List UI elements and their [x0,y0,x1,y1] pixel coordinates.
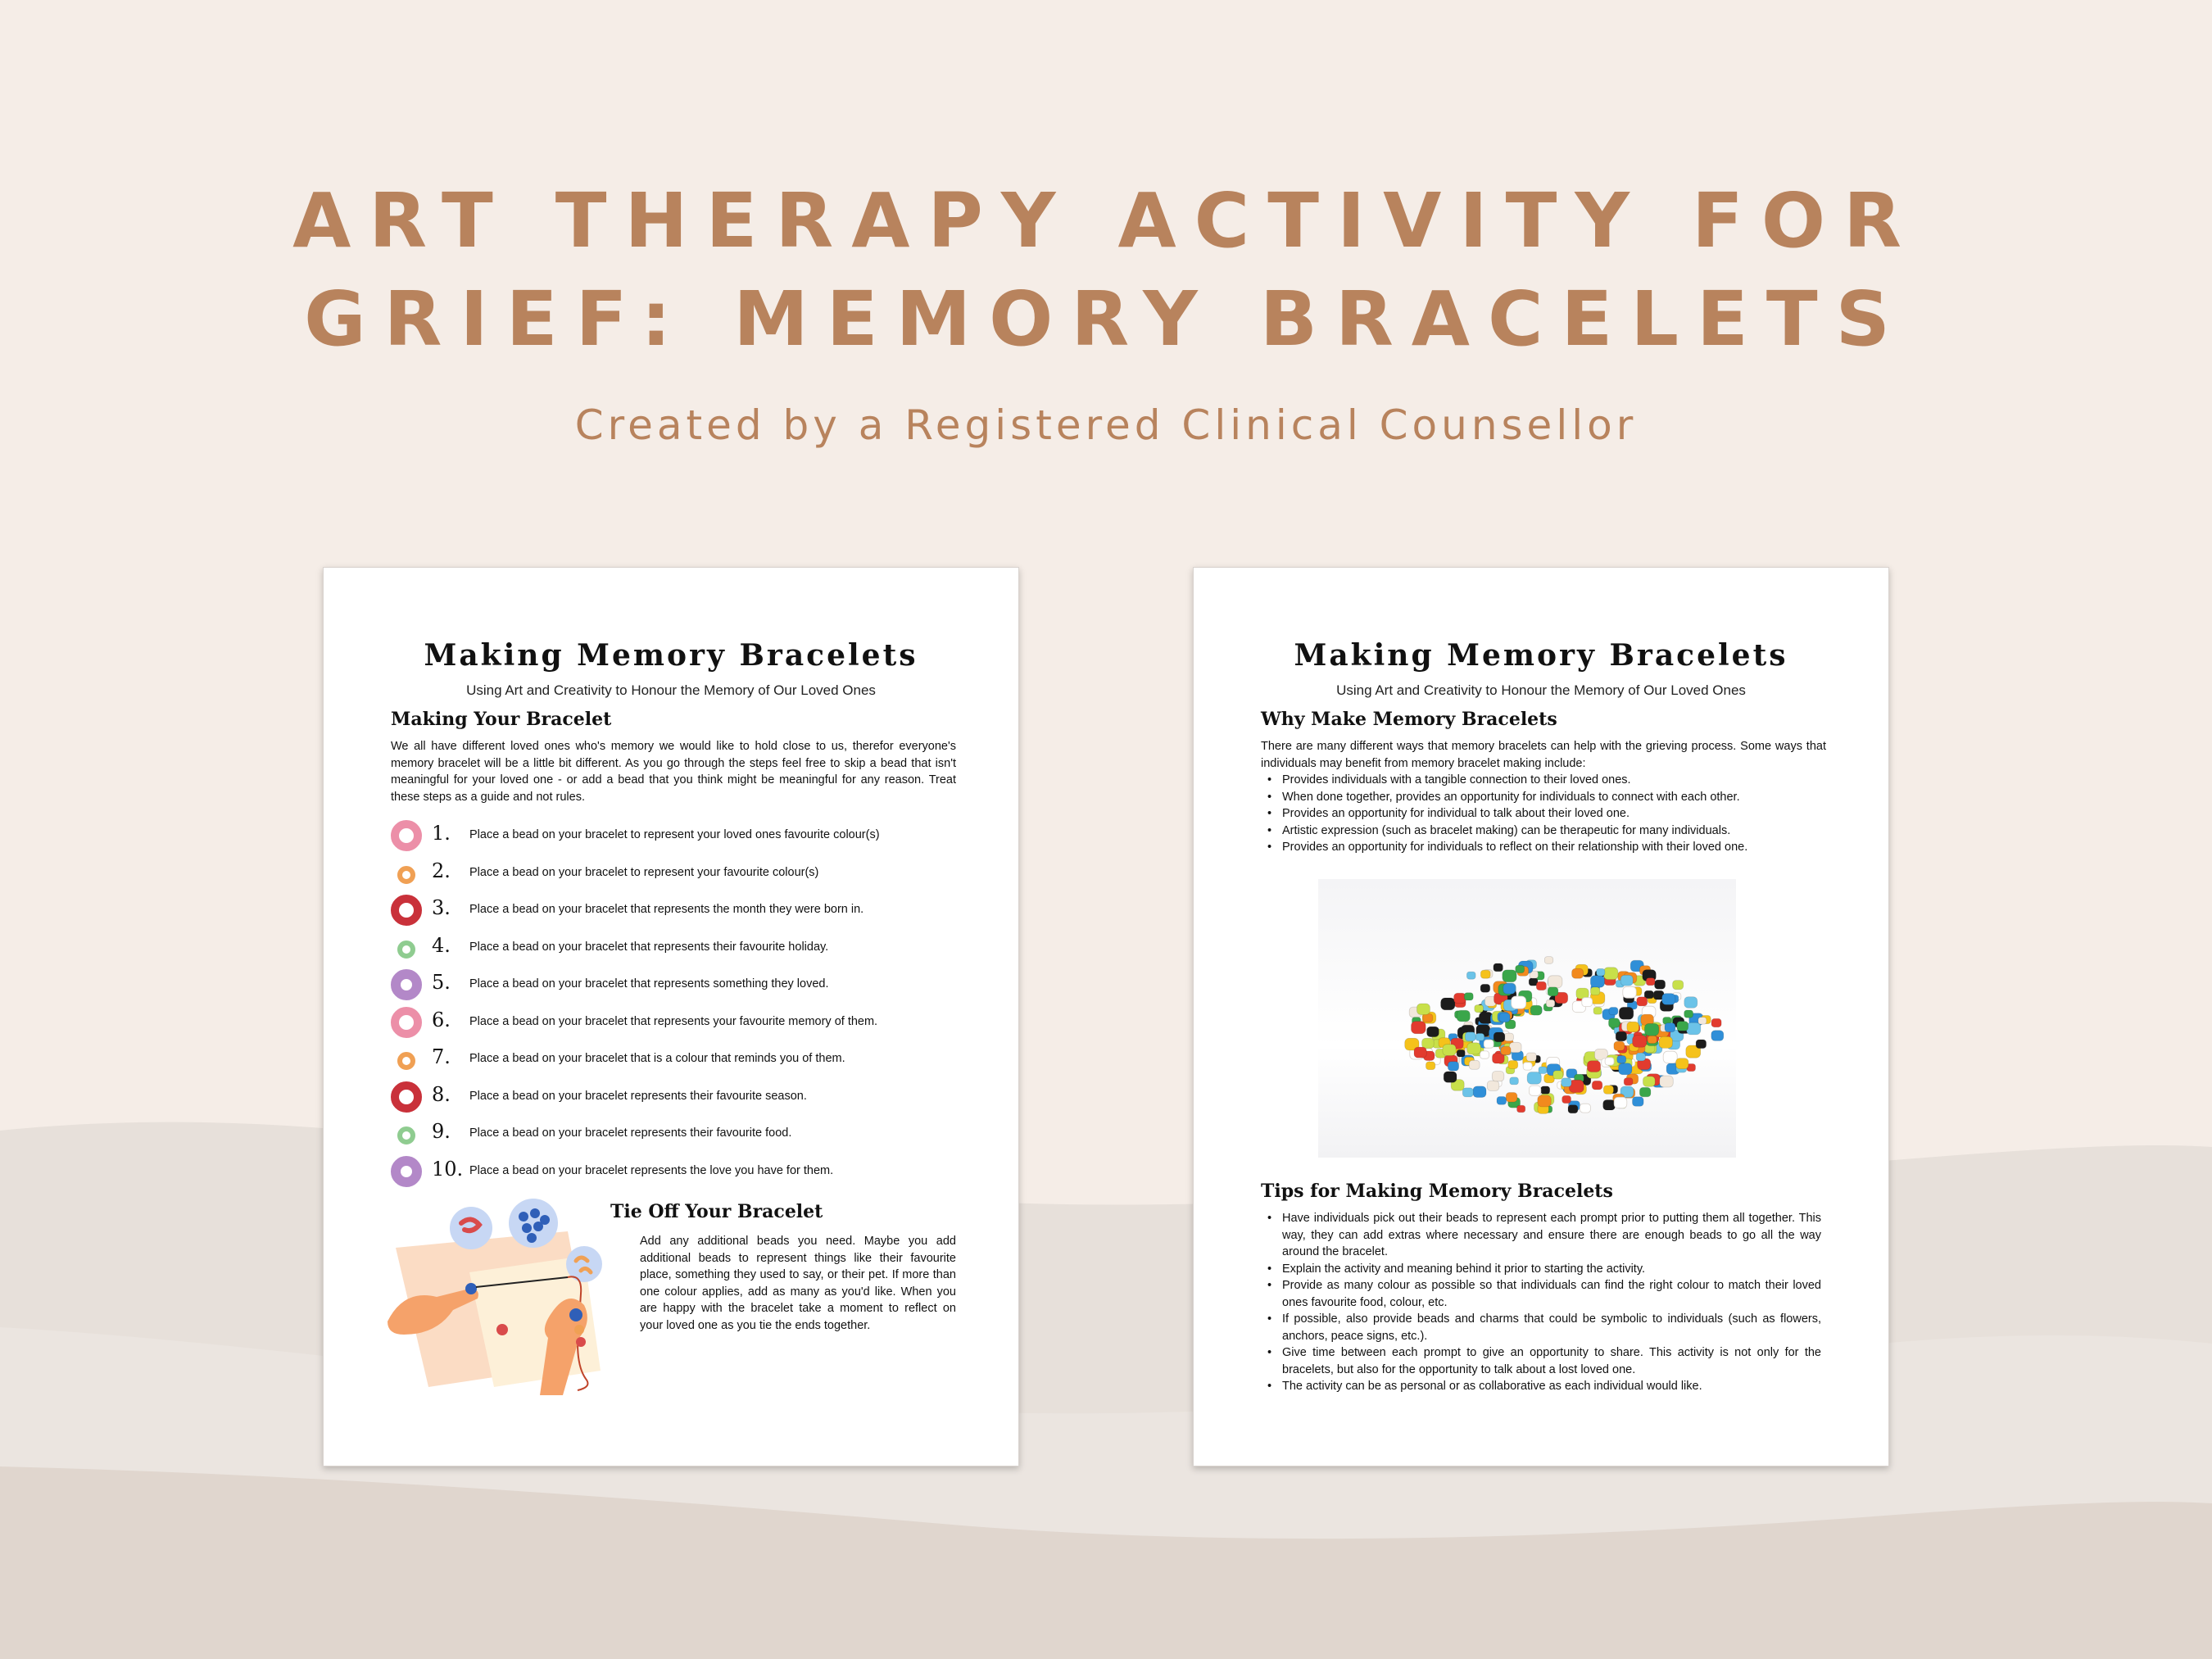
bead-shape [1587,1061,1600,1072]
bead-shape [1487,1081,1499,1090]
bead-shape [1469,1060,1480,1069]
bead-shape [1492,1072,1504,1081]
bead-purple-icon [391,1156,422,1187]
bead-shape [1627,1022,1639,1031]
step-number: 6. [432,1008,451,1031]
bead-shape [1497,1097,1507,1105]
bead-shape [1423,1014,1433,1022]
step-number: 10. [432,1157,464,1181]
step-item [391,1118,956,1156]
bead-shape [1523,1063,1532,1070]
bead-shape [1711,1018,1721,1027]
tips-list [1261,1210,1821,1395]
bead-shape [1590,976,1604,988]
bead-shape [1443,1045,1456,1056]
bead-shape [1529,1086,1540,1095]
bead-shape [1448,1062,1458,1071]
bead-shape [1684,1010,1693,1018]
section-title-tips: Tips for Making Memory Bracelets [1261,1181,1613,1202]
bead-shape [1614,1041,1625,1050]
section-title-making: Making Your Bracelet [391,709,612,730]
step-item [391,1044,956,1081]
bead-green-icon [397,1126,415,1145]
bead-shape [1582,998,1593,1007]
bead-shape [1466,972,1475,979]
section-text-making: We all have different loved ones who's memory we would like to hold close to us, therefor everyone's memory bracelet will be a little bit different. As you go through the steps feel free to skip a bead that isn't meaningful for your loved one - or add a bead that you think might be meaningful for any reason. Treat these steps as a guide and not rules. [391,740,956,804]
bead-shape [1457,1049,1465,1057]
bead-shape [1636,1053,1645,1061]
step-text: Place a bead on your bracelet represents their favourite food. [469,1126,792,1140]
bead-shape [1509,1042,1521,1053]
bead-shape [1619,1007,1634,1019]
bead-shape [1527,1072,1541,1085]
bead-shape [1465,1032,1475,1041]
bead-shape [1698,1018,1707,1025]
bead-shape [1603,1100,1616,1111]
bead-shape [1517,1105,1525,1113]
bead-shape [1526,1053,1536,1061]
step-number: 4. [432,933,451,957]
bead-shape [1536,981,1546,990]
benefit-item: • When done together, provides an opportunity for individuals to connect with each other. [1261,789,1826,806]
bead-shape [1603,1086,1613,1094]
bead-shape [1516,965,1525,972]
bead-shape [1417,1004,1430,1015]
bead-shape [1609,1008,1618,1015]
step-item [391,895,956,932]
bead-shape [1619,1063,1632,1075]
step-item [391,820,956,858]
bead-shape [1548,987,1558,996]
bead-bracelets-image [1318,879,1736,1158]
bead-shape [1426,1062,1435,1070]
bead-shape [1444,1072,1457,1082]
bead-shape [1467,1043,1481,1054]
bead-shape [1655,980,1666,989]
bead-shape [1568,1105,1578,1113]
bead-shape [1503,984,1516,995]
bead-green-icon [397,941,415,959]
bead-purple-icon [391,969,422,1000]
section-intro-why: There are many different ways that memory bracelets can help with the grieving process. Some ways that individuals may benefit from memory bracelet making include: [1261,740,1826,770]
bead-shape [1660,1076,1674,1087]
step-number: 9. [432,1120,451,1143]
step-item [391,1081,956,1119]
benefit-item: • Provides an opportunity for individuals to reflect on their relationship with their loved one. [1261,839,1826,856]
section-text-tie-off: Add any additional beads you need. Maybe you add additional beads to represent things like their favourite place, something they used to say, or their pet. If more than one colour applies, add as many as you'd like. When you are happy with the bracelet take a moment to reflect on your loved one as you tie the ends together. [640,1235,956,1332]
bead-shape [1541,1086,1550,1094]
bead-shape [1684,997,1698,1009]
headline-line-2: GRIEF: MEMORY BRACELETS [304,275,1908,363]
bead-shape [1562,1078,1571,1087]
bead-shape [1494,1032,1505,1042]
bead-shape [1662,994,1675,1005]
bead-shape [1593,1007,1602,1014]
step-text: Place a bead on your bracelet that is a colour that reminds you of them. [469,1052,845,1065]
page-title: Making Memory Bracelets [424,638,918,673]
page-subtitle: Using Art and Creativity to Honour the Memory of Our Loved Ones [1336,682,1746,698]
step-text: Place a bead on your bracelet represents the love you have for them. [469,1163,834,1177]
step-number: 5. [432,971,451,994]
bead-shape [1643,1077,1656,1087]
bead-shape [1414,1047,1426,1058]
step-number: 1. [432,822,451,845]
bead-shape [1614,1097,1627,1108]
step-number: 7. [432,1045,451,1068]
bead-orange-icon [397,866,415,884]
tip-item: • Explain the activity and meaning behind it prior to starting the activity. [1261,1261,1821,1278]
bead-shape [1673,981,1684,990]
bead-shape [1494,963,1503,972]
worksheet-page-right [1193,567,1889,1466]
section-title-why: Why Make Memory Bracelets [1261,709,1557,730]
bead-shape [1605,1058,1614,1065]
bead-shape [1659,1036,1673,1048]
step-text: Place a bead on your bracelet that represents something they loved. [469,977,829,990]
page-subtitle: Using Art and Creativity to Honour the Memory of Our Loved Ones [466,682,876,698]
bead-shape [1475,1033,1484,1040]
step-item [391,1156,956,1194]
bead-shape [1644,1023,1658,1036]
step-item [391,1007,956,1045]
bead-shape [1504,1033,1513,1041]
bead-shape [1480,970,1490,978]
benefit-item: • Provides an opportunity for individual to talk about their loved one. [1261,805,1826,823]
hands-threading-beads-illustration [379,1199,633,1403]
step-number: 3. [432,896,451,919]
bead-shape [1503,970,1516,982]
bead-shape [1663,1051,1677,1063]
bead-shape [1711,1031,1724,1041]
bead-shape [1696,1040,1707,1049]
step-text: Place a bead on your bracelet that represents the month they were born in. [469,903,864,916]
bead-shape [1592,1081,1602,1090]
bead-shape [1648,1036,1657,1044]
bead-shape [1562,1095,1571,1103]
bead-shape [1512,996,1526,1009]
benefits-list [1261,772,1826,856]
bead-shape [1677,1022,1688,1031]
step-item [391,969,956,1007]
bead-red-icon [391,1081,422,1113]
worksheet-page-left [323,567,1019,1466]
tip-item: • The activity can be as personal or as collaborative as each individual would like. [1261,1378,1821,1395]
tip-item: • Provide as many colour as possible so that individuals can find the right colour to match their loved ones favourite food, colour, etc. [1261,1277,1821,1311]
bead-shape [1646,978,1655,986]
bead-shape [1546,999,1555,1007]
step-item [391,932,956,970]
bead-shape [1501,1046,1511,1054]
bead-pink-icon [391,820,422,851]
bead-shape [1538,1095,1552,1107]
bead-shape [1530,1005,1542,1015]
bead-shape [1441,998,1455,1010]
bead-shape [1480,984,1490,992]
tip-item: • Have individuals pick out their beads to represent each prompt prior to putting them all together. This way, they can add extras where necessary and ensure there are enough beads to go all the way around the bracelet. [1261,1210,1821,1261]
bead-shape [1637,997,1648,1006]
bead-shape [1427,1027,1439,1037]
bead-shape [1604,968,1618,980]
bead-bracelets-photo [1318,879,1736,1158]
tip-item: • Give time between each prompt to give an opportunity to share. This activity is not only for the bracelets, but also for the opportunity to talk about a lost loved one. [1261,1344,1821,1378]
step-number: 2. [432,859,451,882]
step-number: 8. [432,1082,451,1106]
steps-list [391,820,956,1193]
bead-pink-icon [391,1007,422,1038]
bead-shape [1620,975,1633,986]
tip-item: • If possible, also provide beads and charms that could be symbolic to individuals (such as flowers, anchors, peace signs, etc.). [1261,1311,1821,1344]
bead-shape [1457,1010,1470,1022]
bead-shape [1480,1051,1489,1058]
bead-shape [1633,1036,1647,1048]
bead-shape [1580,1104,1591,1113]
bead-shape [1617,1056,1626,1063]
bead-shape [1616,1031,1626,1040]
step-text: Place a bead on your bracelet that represents your favourite memory of them. [469,1014,878,1028]
bead-shape [1508,1061,1518,1069]
bead-shape [1412,1022,1426,1034]
bead-shape [1544,957,1552,964]
bead-shape [1633,1097,1644,1107]
bead-shape [1539,1067,1547,1074]
bead-shape [1591,987,1600,995]
step-text: Place a bead on your bracelet represents their favourite season. [469,1089,807,1103]
headline-line-1: ART THERAPY ACTIVITY FOR [292,177,1920,265]
bead-shape [1639,1087,1651,1096]
headline-subtitle: Created by a Registered Clinical Counsellor [574,401,1638,449]
bead-shape [1576,988,1589,999]
bead-shape [1475,1005,1484,1013]
step-text: Place a bead on your bracelet to represent your loved ones favourite colour(s) [469,828,880,841]
bead-shape [1473,1086,1486,1098]
bead-shape [1623,986,1636,998]
bead-shape [1609,1018,1620,1027]
bead-shape [1676,1058,1688,1069]
benefit-item: • Artistic expression (such as bracelet making) can be therapeutic for many individuals. [1261,823,1826,840]
bead-shape [1506,1093,1517,1103]
bead-shape [1572,968,1584,978]
bead-shape [1687,1022,1701,1035]
bead-shape [1484,1040,1494,1048]
bead-shape [1553,1071,1563,1079]
bead-shape [1499,1013,1510,1022]
page-title: Making Memory Bracelets [1294,638,1788,673]
bead-red-icon [391,895,422,926]
section-title-tie-off: Tie Off Your Bracelet [610,1201,823,1222]
bead-shape [1510,1077,1519,1085]
bead-shape [1464,993,1473,1000]
bead-shape [1665,1023,1675,1032]
benefit-item: • Provides individuals with a tangible connection to their loved ones. [1261,772,1826,789]
bead-shape [1597,968,1605,976]
bead-orange-icon [397,1052,415,1070]
bead-shape [1462,1088,1473,1097]
bead-shape [1624,1078,1633,1086]
step-text: Place a bead on your bracelet that represents their favourite holiday. [469,940,829,954]
bead-shape [1548,976,1562,988]
step-text: Place a bead on your bracelet to represent your favourite colour(s) [469,865,819,879]
step-item [391,858,956,895]
